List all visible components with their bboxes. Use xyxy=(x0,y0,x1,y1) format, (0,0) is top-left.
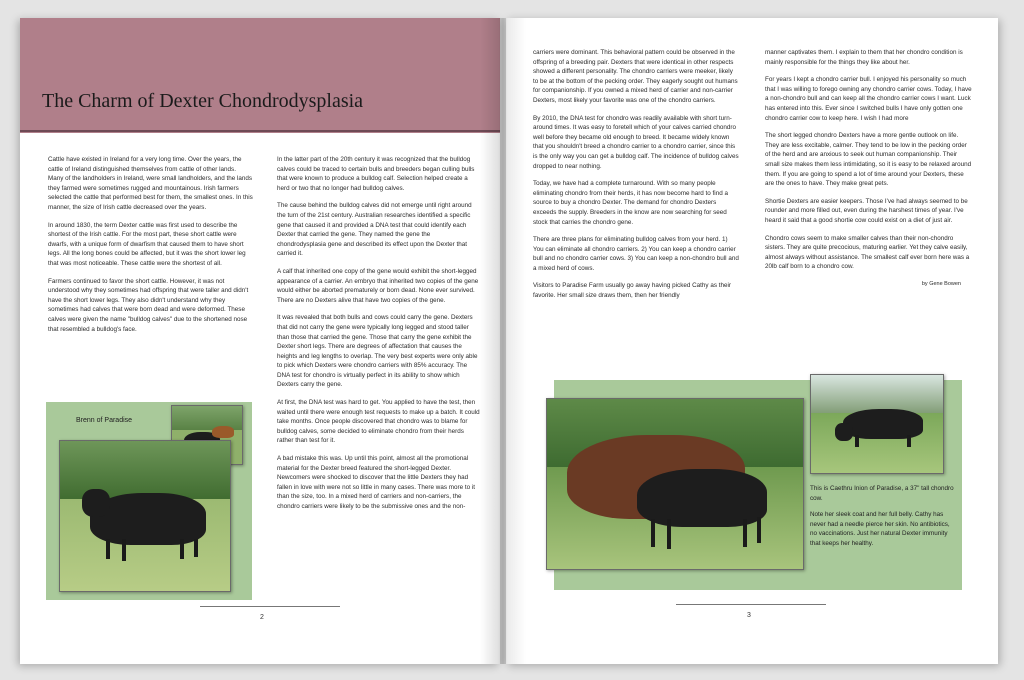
page-number: 3 xyxy=(747,612,751,619)
caption-line: This is Caethru Inion of Paradise, a 37" tall chondro cow. xyxy=(810,485,954,502)
paragraph: manner captivates them. I explain to them that her chondro condition is mainly responsible for the things they like about her. xyxy=(765,49,963,66)
left-column-1 xyxy=(48,155,253,342)
paragraph: Visitors to Paradise Farm usually go away having picked Cathy as their favorite. Her small size draws them, then her friendly xyxy=(533,282,731,300)
banner-divider xyxy=(20,130,500,132)
cow-grazing-photo xyxy=(810,374,944,474)
paragraph: At first, the DNA test was hard to get. You applied to have the test, then waited until there were enough test requests to make up a batch. It could take months. Once people discovered that chondro was to blame for bulldog calves, some decided to eliminate chondro from their herds rather than test for it. xyxy=(277,399,480,445)
paragraph: There are three plans for eliminating bulldog calves from your herd. 1) You can eliminate all chondro carriers. 2) You can keep a chondro carrier bull and no chondro carrier cows. 3) You can keep a non-chondro bull and a mixed herd of cows. xyxy=(533,236,739,272)
page-rule xyxy=(200,606,340,607)
cow-calf-photo xyxy=(546,398,804,570)
right-column-2 xyxy=(765,48,973,368)
caption-line: Note her sleek coat and her full belly. Cathy has never had a needle pierce her skin. No antibiotics, no vaccinations. Just her natural Dexter immunity that keeps her healthy. xyxy=(810,511,950,547)
paragraph: By 2010, the DNA test for chondro was readily available with short turn-around times. It was easy to foretell which of your calves carried chondro well before they became old enough to breed. It became widely known that you shouldn't breed a chondro carrier to a chondro carrier, since this is the only way you can get a bulldog calf. The incidence of bulldog calves dropped to near nothing. xyxy=(533,114,739,170)
paragraph: A bad mistake this was. Up until this point, almost all the promotional material for the Dexter breed featured the short-legged Dexter. Newcomers were shocked to discover that the little Dexters they had fallen in love with were not so little in many cases. There was more to it than the size, too. In a mixed herd of carriers and non-carriers, the chondro carriers were likely to be the submissive ones and the non- xyxy=(277,455,475,510)
right-page xyxy=(506,18,998,664)
title-banner xyxy=(20,18,500,133)
paragraph: The short legged chondro Dexters have a more gentle outlook on life. They are less excitable, calmer. They tend to be low in the pecking order of the herd and are anxious to seek out human companionship. Their small size makes them less intimidating, so it is easy to be relaxed around them. If you are going to spend a lot of time around your Dexters, these are the ones to have. They make great pets. xyxy=(765,132,972,188)
paragraph: Shortie Dexters are easier keepers. Those I've had always seemed to be rounder and more filled out, even during the harshest times of year. I've heard it said that a good shortie cow could exist on a diet of just air. xyxy=(765,197,968,224)
paragraph: A calf that inherited one copy of the gene would exhibit the short-legged appearance of a carrier. An embryo that inherited two copies of the gene would either be aborted prematurely or born dead. None ever survived. There are no Dexters alive that have two copies of the gene. xyxy=(277,267,479,304)
paragraph: Chondro cows seem to make smaller calves than their non-chondro sisters. They are quite precocious, maturing earlier. Yet they calve easily, almost always without assistance. The smallest calf ever born here was a 20lb calf born to a chondro cow. xyxy=(765,234,970,271)
page-rule xyxy=(676,604,826,605)
photo-caption: Brenn of Paradise xyxy=(76,417,133,424)
paragraph: It was revealed that both bulls and cows could carry the gene. Dexters that did not carry the gene were typically long legged and stood taller than those that carried the gene. Those that carry the gene exhibit the Dexter short legs. There are degrees of affectation that causes the heights and leg lengths to overlap. The very best experts were only able to pick which Dexters were chondro carriers with 85% accuracy. The DNA test for chondro is virtually perfect in its ability to show which Dexters carry the gene. xyxy=(277,314,478,389)
paragraph: In the latter part of the 20th century it was recognized that the bulldog calves could be traced to certain bulls and breeders began culling bulls that were known to produce a bulldog calf. Selection helped create a herd or two that no longer had bulldog calves. xyxy=(277,156,475,192)
paragraph: Cattle have existed in Ireland for a very long time. Over the years, the cattle of Ireland distinguished themselves from cattle of other lands. Many of the landholders in Ireland, were small landholders, and the lands they farmed were sometimes rugged and mountainous. Irish farmers selected the cattle that performed best for them, the smallest ones. In this manner, the size of Irish cattle decreased over the years. xyxy=(48,156,253,211)
left-page xyxy=(20,18,500,664)
bull-main-photo xyxy=(59,440,231,592)
paragraph: Farmers continued to favor the short cattle. However, it was not understood why they sometimes had offspring that were taller and didn't have the short lower legs. They also didn't understand why they sometimes had calves that were born dead and were deformed. These calves were given the name "bulldog calves" due to the shortened nose that resembled a bulldog's face. xyxy=(48,277,249,333)
paragraph: For years I kept a chondro carrier bull. I enjoyed his personality so much that I was willing to forego owning any chondro carrier cows. Today, I have a non-chondro bull and can keep all the chondro carrier cows I want. Luck has entered into this. Ever since I switched bulls I have only gotten one chondro carrier cow to keep here. I wish I had more xyxy=(765,76,972,122)
left-column-2 xyxy=(277,155,480,615)
photo-caption xyxy=(810,484,956,549)
page-number: 2 xyxy=(260,614,264,621)
paragraph: The cause behind the bulldog calves did not emerge until right around the turn of the 21st century. Australian researches identified a specific gene that caused it and provided a DNA test that could identify each Dexter that carried the gene. They named the gene the chondrodysplasia gene and described its effect upon the Dexter that carried it. xyxy=(277,202,472,258)
paragraph: Today, we have had a complete turnaround. With so many people eliminating chondro from their herds, it has now become hard to find a source to buy a chondro Dexter. The demand for chondro Dexters exceeds the supply. Breeders in the know are now searching for seed stock that carries the chondro gene. xyxy=(533,180,728,226)
article-title: The Charm of Dexter Chondrodysplasia xyxy=(42,90,364,112)
paragraph: carriers were dominant. This behavioral pattern could be observed in the offspring of a breeding pair. Dexters that were identical in other respects showed a different personality. The chondro carriers were meeker, likely to be at the bottom of the pecking order. They eagerly sought out humans for companionship. If you owned a mixed herd of carrier and non-carrier Dexters, most likely your favorite was one of the chondro carriers. xyxy=(533,49,738,104)
author-byline: by Gene Bowen xyxy=(921,280,961,287)
right-column-1 xyxy=(533,48,739,373)
paragraph: In around 1830, the term Dexter cattle was first used to describe the shortest of the Irish cattle. For the most part, these short cattle were dwarfs, with a unique form of dwarfism that caused them to have short legs. All the long bones could be affected, but it was the short lower leg that was most noticeable. These cattle were the shortest of all. xyxy=(48,221,246,267)
